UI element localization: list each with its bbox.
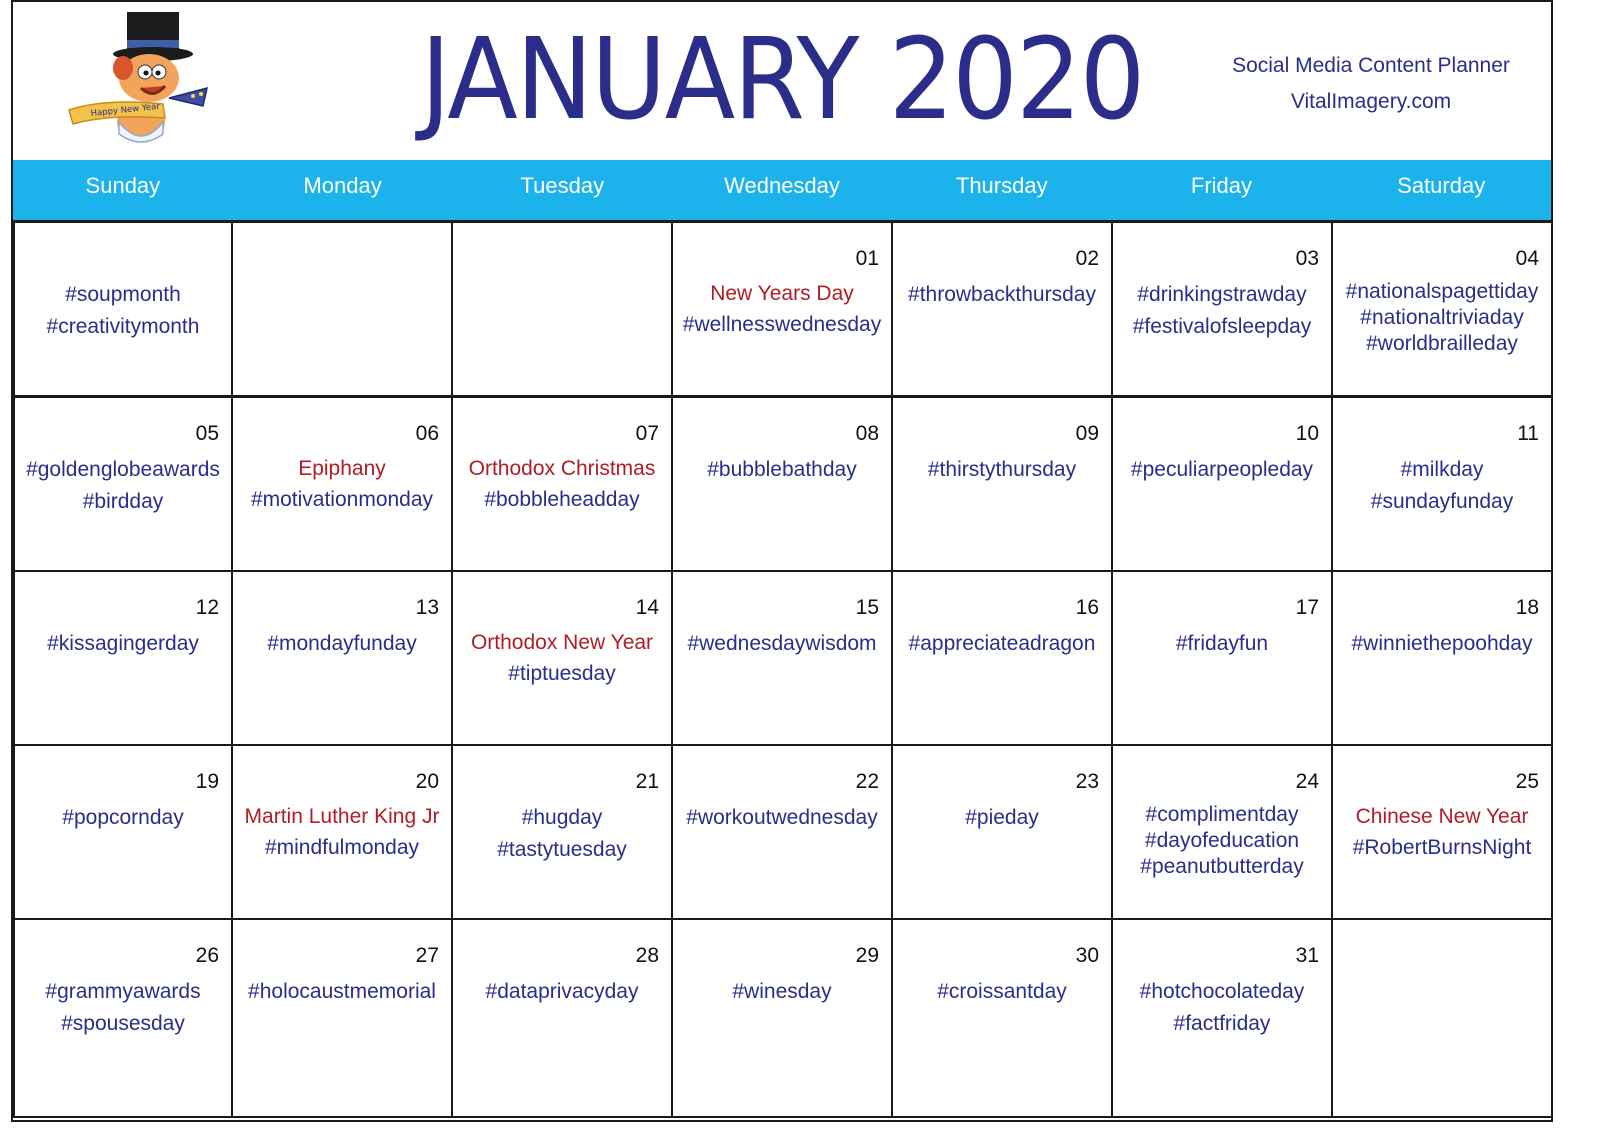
- hashtag: #mindfulmonday: [264, 836, 420, 859]
- day-cell[interactable]: [233, 572, 453, 746]
- hashtag: #wednesdaywisdom: [687, 632, 877, 655]
- day-content: [1113, 628, 1331, 660]
- day-cell[interactable]: [893, 920, 1113, 1118]
- day-cell[interactable]: [1113, 398, 1333, 572]
- hashtag: #spousesday: [61, 1012, 185, 1035]
- day-cell[interactable]: [453, 572, 673, 746]
- day-content: [1113, 279, 1331, 343]
- hashtag: #dayofeducation: [1144, 829, 1300, 852]
- day-number: 19: [195, 770, 219, 793]
- day-cell[interactable]: [13, 572, 233, 746]
- hashtag: #bobbleheadday: [484, 488, 640, 511]
- hashtag: #milkday: [1400, 458, 1484, 481]
- day-content: [893, 976, 1111, 1008]
- day-number: 06: [415, 422, 439, 445]
- day-content: [1113, 976, 1331, 1040]
- day-cell[interactable]: [673, 920, 893, 1118]
- hashtag: #mondayfunday: [267, 632, 417, 655]
- day-number: 29: [855, 944, 879, 967]
- day-number: 26: [195, 944, 219, 967]
- day-content: [233, 802, 451, 864]
- hashtag: #festivalofsleepday: [1132, 315, 1312, 338]
- day-cell[interactable]: [453, 920, 673, 1118]
- hashtag: #creativitymonth: [46, 315, 200, 338]
- hashtag: #kissagingerday: [47, 632, 199, 655]
- day-cell[interactable]: [1113, 920, 1333, 1118]
- day-number: 10: [1295, 422, 1319, 445]
- hashtag: #birdday: [82, 490, 164, 513]
- weekday-friday: Friday: [1190, 173, 1253, 198]
- day-content: [233, 454, 451, 516]
- day-cell[interactable]: [1333, 746, 1553, 920]
- holiday-label: Epiphany: [298, 457, 386, 480]
- day-number: 21: [635, 770, 659, 793]
- hashtag: #drinkingstrawday: [1137, 283, 1307, 306]
- day-number: 23: [1075, 770, 1099, 793]
- day-content: [673, 802, 891, 834]
- day-content: [453, 454, 671, 516]
- day-content: [893, 802, 1111, 834]
- day-content: [453, 802, 671, 866]
- holiday-label: Orthodox New Year: [470, 631, 654, 654]
- hashtag: #appreciateadragon: [908, 632, 1096, 655]
- day-number: 30: [1075, 944, 1099, 967]
- day-content: [15, 976, 231, 1040]
- day-cell[interactable]: [233, 746, 453, 920]
- day-content: [1333, 628, 1551, 660]
- hashtag: #factfriday: [1173, 1012, 1271, 1035]
- hashtag: #holocaustmemorial: [248, 980, 436, 1003]
- hashtag: #tastytuesday: [497, 838, 627, 861]
- day-number: 15: [855, 596, 879, 619]
- day-cell[interactable]: [893, 220, 1113, 398]
- day-cell[interactable]: [233, 398, 453, 572]
- day-content: [1113, 802, 1331, 880]
- planner-info: [1211, 48, 1531, 120]
- day-content: [673, 628, 891, 660]
- hashtag: #dataprivacyday: [485, 980, 639, 1003]
- planner-site: VitalImagery.com: [1290, 90, 1452, 113]
- day-content: [15, 454, 231, 518]
- holiday-label: Chinese New Year: [1355, 805, 1529, 828]
- day-number: 03: [1295, 247, 1319, 270]
- day-number: 20: [415, 770, 439, 793]
- hashtag: #goldenglobeawards: [26, 458, 220, 481]
- day-number: 04: [1515, 247, 1539, 270]
- day-number: 27: [415, 944, 439, 967]
- hashtag: #popcornday: [62, 806, 184, 829]
- weekday-thursday: Thursday: [955, 173, 1048, 198]
- day-cell[interactable]: [453, 220, 673, 398]
- day-content: [893, 454, 1111, 486]
- hashtag: #tiptuesday: [508, 662, 616, 685]
- day-content: [233, 976, 451, 1008]
- day-number: 01: [855, 247, 879, 270]
- day-number: 08: [855, 422, 879, 445]
- day-content: [893, 628, 1111, 660]
- day-cell[interactable]: [13, 746, 233, 920]
- hashtag: #nationalspagettiday: [1345, 280, 1539, 303]
- day-content: [1333, 279, 1551, 357]
- day-number: 24: [1295, 770, 1319, 793]
- holiday-label: Orthodox Christmas: [468, 457, 656, 480]
- day-cell[interactable]: [1333, 920, 1553, 1118]
- hashtag: #throwbackthursday: [908, 283, 1096, 306]
- hashtag: #grammyawards: [45, 980, 201, 1003]
- day-cell[interactable]: [1333, 220, 1553, 398]
- day-number: 13: [415, 596, 439, 619]
- day-content: [1333, 802, 1551, 864]
- hashtag: #soupmonth: [65, 283, 181, 306]
- holiday-label: New Years Day: [710, 282, 854, 305]
- weekday-saturday: Saturday: [1397, 173, 1486, 198]
- logo-banner-text: Happy New Year: [90, 101, 161, 119]
- hashtag: #complimentday: [1145, 803, 1299, 826]
- day-cell[interactable]: [1333, 398, 1553, 572]
- day-cell[interactable]: [1333, 572, 1553, 746]
- day-cell[interactable]: [893, 572, 1113, 746]
- hashtag: #sundayfunday: [1370, 490, 1514, 513]
- day-cell[interactable]: [233, 920, 453, 1118]
- day-number: 31: [1295, 944, 1319, 967]
- day-content: [673, 976, 891, 1008]
- day-number: 14: [635, 596, 659, 619]
- hashtag: #workoutwednesday: [686, 806, 878, 829]
- page-title: JANUARY 2020: [420, 15, 1144, 145]
- calendar-grid: [13, 220, 1553, 1120]
- hashtag: #thirstythursday: [927, 458, 1077, 481]
- day-content: [1333, 454, 1551, 518]
- weekday-monday: Monday: [303, 173, 382, 198]
- day-number: 05: [195, 422, 219, 445]
- day-cell[interactable]: [673, 220, 893, 398]
- calendar-header: [13, 2, 1551, 160]
- hashtag: #peanutbutterday: [1140, 855, 1304, 878]
- day-cell[interactable]: [893, 398, 1113, 572]
- weekday-header-band: [13, 160, 1551, 220]
- hashtag: #nationaltriviaday: [1360, 306, 1524, 329]
- day-number: 11: [1517, 422, 1539, 445]
- day-cell[interactable]: [1113, 746, 1333, 920]
- hashtag: #RobertBurnsNight: [1352, 836, 1532, 859]
- day-cell[interactable]: [673, 398, 893, 572]
- hashtag: #croissantday: [937, 980, 1067, 1003]
- day-number: 12: [195, 596, 219, 619]
- day-cell[interactable]: [893, 746, 1113, 920]
- day-number: 02: [1075, 247, 1099, 270]
- day-cell[interactable]: [13, 920, 233, 1118]
- holiday-label: Martin Luther King Jr: [244, 805, 440, 828]
- day-number: 22: [855, 770, 879, 793]
- hashtag: #hugday: [521, 806, 603, 829]
- day-cell[interactable]: [673, 572, 893, 746]
- day-content: [15, 628, 231, 660]
- hashtag: #motivationmonday: [250, 488, 434, 511]
- day-content: [453, 976, 671, 1008]
- day-content: [893, 279, 1111, 311]
- day-content: [673, 279, 891, 341]
- hashtag: #worldbrailleday: [1366, 332, 1518, 355]
- day-cell[interactable]: [453, 746, 673, 920]
- day-cell[interactable]: [13, 220, 233, 398]
- day-cell[interactable]: [13, 398, 233, 572]
- day-content: [1113, 454, 1331, 486]
- weekday-wednesday: Wednesday: [724, 173, 840, 198]
- hashtag: #wellnesswednesday: [682, 313, 882, 336]
- day-content: [453, 628, 671, 690]
- hashtag: #peculiarpeopleday: [1130, 458, 1314, 481]
- day-cell[interactable]: [673, 746, 893, 920]
- day-content: [15, 802, 231, 834]
- day-number: 25: [1515, 770, 1539, 793]
- hashtag: #pieday: [965, 806, 1039, 829]
- day-cell[interactable]: [453, 398, 673, 572]
- day-cell[interactable]: [233, 220, 453, 398]
- hashtag: #hotchocolateday: [1139, 980, 1305, 1003]
- hashtag: #fridayfun: [1175, 632, 1269, 655]
- day-cell[interactable]: [1113, 572, 1333, 746]
- day-content: [673, 454, 891, 486]
- day-content: [233, 628, 451, 660]
- weekday-tuesday: Tuesday: [520, 173, 605, 198]
- planner-subtitle: Social Media Content Planner: [1232, 54, 1510, 77]
- day-number: 17: [1295, 596, 1319, 619]
- day-number: 09: [1075, 422, 1099, 445]
- day-number: 07: [635, 422, 659, 445]
- hashtag: #winniethepoohday: [1351, 632, 1533, 655]
- weekday-sunday: Sunday: [85, 173, 161, 198]
- day-cell[interactable]: [1113, 220, 1333, 398]
- day-content: [15, 279, 231, 343]
- day-number: 16: [1075, 596, 1099, 619]
- day-number: 28: [635, 944, 659, 967]
- hashtag: #winesday: [732, 980, 832, 1003]
- hashtag: #bubblebathday: [707, 458, 857, 481]
- day-number: 18: [1515, 596, 1539, 619]
